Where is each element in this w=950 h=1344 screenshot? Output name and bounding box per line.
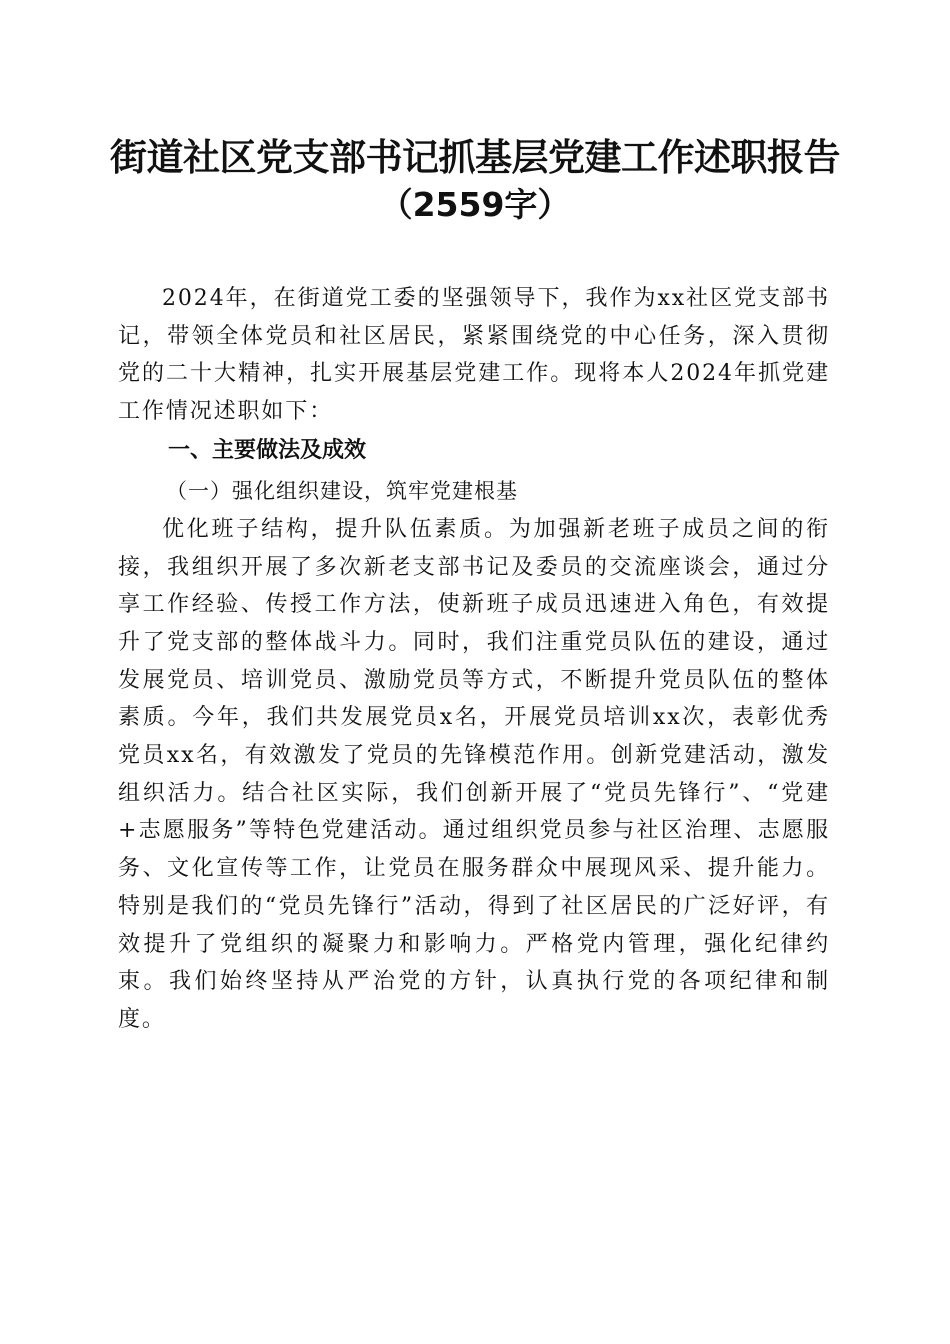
subsection-heading: （一）强化组织建设，筑牢党建根基 [166,478,518,503]
body-paragraph: 优化班子结构，提升队伍素质。为加强新老班子成员之间的衔接，我组织开展了多次新老支部书记及委员的交流座谈会，通过分享工作经验、传授工作方法，使新班子成员迅速进入角色，有效提升了党支部的整体战斗力。同时，我们注重党员队伍的建设，通过发展党员、培训党员、激励党员等方式，不断提升党员队伍的整体素质。今年，我们共发展党员x名，开展党员培训xx次，表彰优秀党员xx名，有效激发了党员的先锋模范作用。创新党建活动，激发组织活力。结合社区实际，我们创新开展了“党员先锋行”、“党建+志愿服务”等特色党建活动。通过组织党员参与社区治理、志愿服务、文化宣传等工作，让党员在服务群众中展现风采、提升能力。特别是我们的“党员先锋行”活动，得到了社区居民的广泛好评，有效提升了党组织的凝聚力和影响力。严格党内管理，强化纪律约束。我们始终坚持从严治党的方针，认真执行党的各项纪律和制度。 [118,516,830,1032]
section-heading: 一、主要做法及成效 [168,437,367,463]
document-title: 街道社区党支部书记抓基层党建工作述职报告 [110,136,840,179]
title-block [60,134,890,228]
intro-paragraph: 2024年，在街道党工委的坚强领导下，我作为xx社区党支部书记，带领全体党员和社区居民，紧紧围绕党的中心任务，深入贯彻党的二十大精神，扎实开展基层党建工作。现将本人2024年抓党建工作情况述职如下： [118,286,830,425]
document-body [118,280,830,1039]
document-subtitle: （2559字） [379,185,571,224]
